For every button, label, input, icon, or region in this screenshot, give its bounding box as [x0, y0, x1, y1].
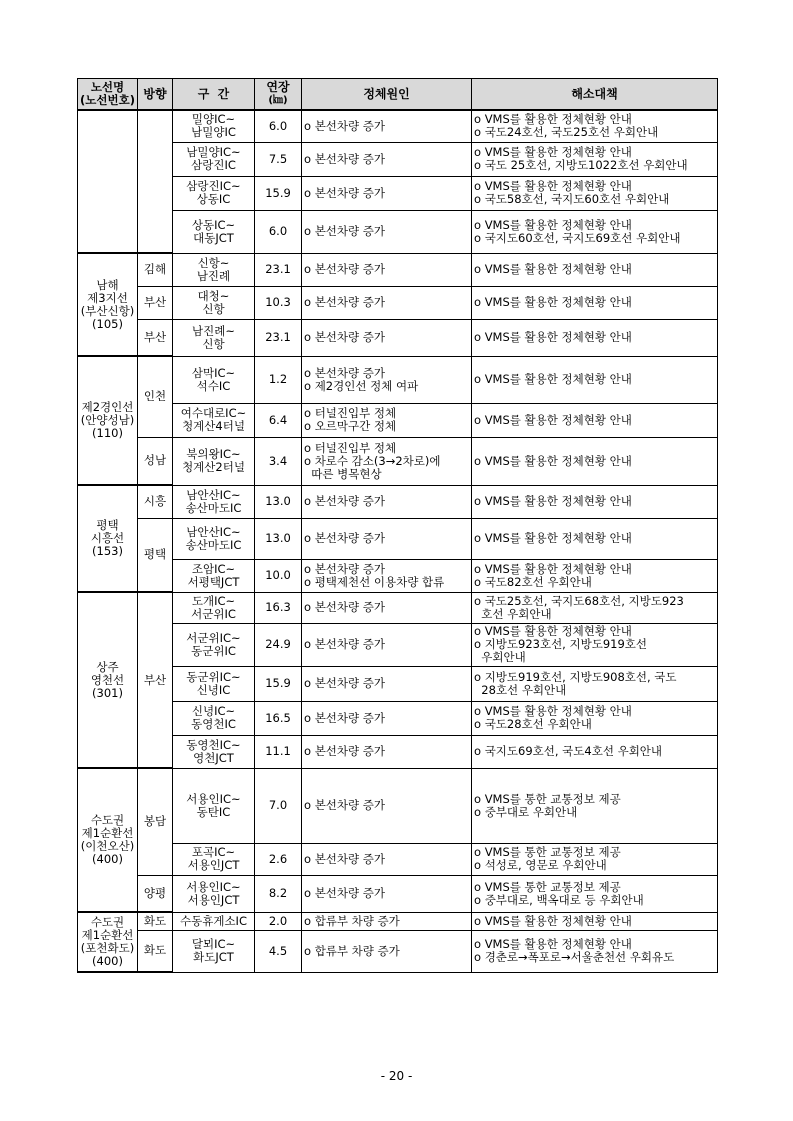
cause-cell: [302, 735, 472, 768]
cell-line: (153): [92, 544, 123, 558]
length-cell: 13.0: [255, 485, 302, 518]
cell-line: 수도권: [90, 915, 125, 929]
cause-cell: [302, 356, 472, 403]
cell-line: o 중부대로 우회안내: [474, 804, 578, 819]
cell-line: o 평택제천선 이용차량 합류: [304, 574, 445, 589]
cell-line: 서용인JCT: [187, 892, 240, 907]
cell-line: (400): [92, 852, 123, 866]
cell-line: 송산마도IC: [185, 537, 242, 552]
table-row: [78, 623, 718, 666]
measure-cell: [472, 286, 718, 319]
measure-cell: [472, 592, 718, 623]
table-row: [78, 875, 718, 912]
measure-cell: [472, 437, 718, 485]
cell-line: 영천선: [90, 672, 125, 687]
cell-line: 서군위IC: [191, 606, 236, 621]
cell-line: o 본선차량 증가: [304, 262, 386, 276]
table-row: [78, 666, 718, 701]
length-cell: 23.1: [255, 319, 302, 356]
section-cell: [173, 437, 255, 485]
cell-line: 남밀양IC~: [186, 145, 241, 159]
cell-line: o 국도25호선, 국지도68호선, 지방도923: [474, 593, 684, 608]
section-cell: [173, 485, 255, 518]
cell-line: 상동IC~: [191, 217, 236, 232]
section-cell: [173, 253, 255, 286]
section-cell: [173, 592, 255, 623]
measure-cell: [472, 843, 718, 875]
measure-cell: [472, 485, 718, 518]
cell-line: 남해: [96, 277, 119, 292]
cause-cell: [302, 701, 472, 735]
route-name-cell: [78, 253, 138, 356]
cell-line: o 본선차량 증가: [304, 365, 386, 380]
section-cell: [173, 735, 255, 768]
cell-line: o 본선차량 증가: [304, 151, 386, 166]
cell-line: 포곡IC~: [191, 845, 236, 859]
table-row: [78, 592, 718, 623]
cell-line: o VMS를 활용한 정체현황 안내: [474, 145, 632, 159]
section-cell: [173, 768, 255, 843]
cell-line: 밀양IC~: [191, 112, 236, 127]
cell-line: o VMS를 활용한 정체현황 안내: [474, 561, 632, 576]
measure-cell: [472, 875, 718, 912]
cell-line: o VMS를 활용한 정체현황 안내: [474, 913, 632, 928]
measure-cell: [472, 623, 718, 666]
cell-line: o VMS를 활용한 정체현황 안내: [474, 295, 632, 309]
cell-line: o 본선차량 증가: [304, 744, 386, 758]
cell-line: (안양성남): [80, 413, 135, 427]
direction-cell: 평택: [138, 518, 173, 592]
table-row: [78, 518, 718, 559]
cell-line: 남밀양IC: [191, 125, 236, 140]
route-name-cell: [78, 912, 138, 972]
cell-line: o VMS를 활용한 정체현황 안내: [474, 179, 632, 193]
measure-cell: [472, 912, 718, 930]
cell-line: o 터널진입부 정체: [304, 440, 397, 455]
length-cell: 3.4: [255, 437, 302, 485]
section-cell: [173, 210, 255, 253]
cause-cell: [302, 142, 472, 176]
cell-line: o 본선차량 증가: [304, 798, 386, 812]
cell-line: o 본선차량 증가: [304, 561, 386, 576]
cause-cell: [302, 592, 472, 623]
table-header: [78, 79, 718, 111]
cell-line: o VMS를 통한 교통정보 제공: [474, 845, 621, 859]
cell-line: o 국도 25호선, 지방도1022호선 우회안내: [474, 158, 688, 172]
table-row: [78, 176, 718, 210]
length-cell: 23.1: [255, 253, 302, 286]
measure-cell: [472, 253, 718, 286]
cause-cell: [302, 110, 472, 142]
cell-line: o 석성로, 영문로 우회안내: [474, 858, 607, 872]
cell-line: o 본선차량 증가: [304, 676, 386, 690]
direction-cell: 성남: [138, 437, 173, 485]
cell-line: 동영천IC~: [186, 737, 241, 752]
header-length: [255, 79, 302, 111]
table-row: [78, 253, 718, 286]
length-cell: 15.9: [255, 666, 302, 701]
measure-cell: [472, 210, 718, 253]
table-row: [78, 110, 718, 142]
section-cell: [173, 142, 255, 176]
cause-cell: [302, 286, 472, 319]
cell-line: o VMS를 활용한 정체현황 안내: [474, 937, 632, 951]
cell-line: 신녕IC~: [191, 704, 236, 718]
page-number: - 20 -: [380, 1069, 413, 1083]
section-cell: [173, 403, 255, 437]
table-row: [78, 286, 718, 319]
measure-cell: [472, 176, 718, 210]
cell-line: 서용인JCT: [187, 858, 240, 872]
cell-line: o 본선차량 증가: [304, 330, 386, 344]
direction-cell: 양평: [138, 875, 173, 912]
route-name-cell: [78, 356, 138, 485]
cell-line: 따른 병목현상: [304, 466, 382, 481]
length-cell: 15.9: [255, 176, 302, 210]
cell-line: 제1순환선: [81, 928, 134, 942]
length-cell: 6.0: [255, 210, 302, 253]
cell-line: (부산신항): [80, 303, 135, 318]
cell-line: 서용인IC~: [186, 879, 241, 894]
header-cause: 정체원인: [302, 79, 472, 111]
table-row: [78, 768, 718, 843]
table-row: [78, 403, 718, 437]
cause-cell: [302, 768, 472, 843]
direction-cell: 부산: [138, 319, 173, 356]
length-cell: 6.0: [255, 110, 302, 142]
cell-line: o VMS를 활용한 정체현황 안내: [474, 704, 632, 718]
section-cell: [173, 912, 255, 930]
cell-line: o 오르막구간 정체: [304, 419, 397, 433]
section-cell: [173, 110, 255, 142]
cell-line: 조암IC~: [191, 561, 236, 576]
section-cell: [173, 559, 255, 592]
cell-line: 달뫼IC~: [191, 937, 236, 951]
cell-line: 수동휴게소IC: [180, 913, 247, 928]
section-cell: [173, 666, 255, 701]
cell-line: o 중부대로, 백옥대로 등 우회안내: [474, 892, 644, 907]
cell-line: 제1순환선: [81, 826, 134, 840]
cell-line: 상동IC: [196, 192, 231, 206]
cell-line: 남안산IC~: [186, 524, 241, 539]
cause-cell: [302, 485, 472, 518]
cell-line: 삼랑진IC~: [186, 179, 241, 193]
section-cell: [173, 843, 255, 875]
cell-line: 동군위IC~: [186, 669, 241, 684]
cell-line: o 본선차량 증가: [304, 531, 386, 545]
cell-line: (105): [92, 316, 123, 331]
cell-line: 남진례~: [192, 323, 235, 338]
route-name-cell: [78, 485, 138, 592]
section-cell: [173, 875, 255, 912]
cell-line: 신녕IC: [196, 682, 231, 697]
direction-cell: 시흥: [138, 485, 173, 518]
table-row: [78, 319, 718, 356]
cell-line: 신항: [202, 301, 225, 316]
cell-line: 남진례: [196, 268, 231, 283]
cell-line: 28호선 우회안내: [474, 682, 567, 697]
cell-line: o VMS를 활용한 정체현황 안내: [474, 112, 632, 127]
cause-cell: [302, 559, 472, 592]
cell-line: 호선 우회안내: [474, 606, 552, 621]
cell-line: o 제2경인선 정체 여파: [304, 378, 419, 393]
route-name-cell: [78, 110, 138, 253]
cell-line: o VMS를 통한 교통정보 제공: [474, 879, 621, 894]
cell-line: 송산마도IC: [185, 500, 242, 515]
section-cell: [173, 319, 255, 356]
table-row: [78, 930, 718, 972]
measure-cell: [472, 559, 718, 592]
cause-cell: [302, 912, 472, 930]
header-route-name: 노선명: [90, 80, 125, 94]
length-cell: 4.5: [255, 930, 302, 972]
direction-cell: [138, 110, 173, 253]
cell-line: 대청~: [197, 288, 230, 303]
cell-line: o VMS를 활용한 정체현황 안내: [474, 330, 632, 344]
cell-line: o 본선차량 증가: [304, 185, 386, 200]
measure-cell: [472, 768, 718, 843]
cell-line: 삼랑진IC: [191, 158, 236, 172]
cell-line: o 합류부 차량 증가: [304, 913, 400, 928]
cause-cell: [302, 623, 472, 666]
cell-line: 석수IC: [196, 378, 231, 393]
direction-cell: 부산: [138, 286, 173, 319]
cause-cell: [302, 319, 472, 356]
cause-cell: [302, 437, 472, 485]
direction-cell: 화도: [138, 930, 173, 972]
table-row: [78, 559, 718, 592]
cause-cell: [302, 403, 472, 437]
cell-line: o 본선차량 증가: [304, 494, 386, 508]
cell-line: (이천오산): [80, 839, 135, 853]
cell-line: 상주: [96, 659, 119, 674]
cell-line: o 합류부 차량 증가: [304, 943, 400, 958]
cell-line: o 국도58호선, 국지도60호선 우회안내: [474, 192, 670, 206]
section-cell: [173, 518, 255, 559]
cell-line: 서군위IC~: [186, 630, 241, 645]
section-cell: [173, 356, 255, 403]
length-cell: 16.3: [255, 592, 302, 623]
measure-cell: [472, 142, 718, 176]
cell-line: 신항: [202, 336, 225, 351]
header-length-unit: (㎞): [268, 95, 288, 106]
cell-line: o 터널진입부 정체: [304, 406, 397, 420]
length-cell: 11.1: [255, 735, 302, 768]
cell-line: 북의왕IC~: [186, 447, 241, 461]
measure-cell: [472, 110, 718, 142]
section-cell: [173, 176, 255, 210]
cause-cell: [302, 176, 472, 210]
header-length-label: 연장: [266, 80, 290, 94]
cell-line: (110): [92, 426, 123, 440]
section-cell: [173, 623, 255, 666]
cell-line: 남안산IC~: [186, 487, 241, 502]
cell-line: 서용인IC~: [186, 791, 241, 806]
length-cell: 6.4: [255, 403, 302, 437]
cell-line: 동군위IC: [191, 643, 236, 658]
cause-cell: [302, 210, 472, 253]
measure-cell: [472, 701, 718, 735]
cell-line: 도개IC~: [191, 593, 236, 608]
cell-line: o 국도24호선, 국도25호선 우회안내: [474, 125, 659, 140]
table-row: [78, 912, 718, 930]
direction-cell: 김해: [138, 253, 173, 286]
measure-cell: [472, 735, 718, 768]
cell-line: o 국지도60호선, 국지도69호선 우회안내: [474, 230, 681, 245]
length-cell: 13.0: [255, 518, 302, 559]
cell-line: 영천JCT: [193, 750, 234, 765]
measure-cell: [472, 930, 718, 972]
measure-cell: [472, 319, 718, 356]
measure-cell: [472, 403, 718, 437]
cause-cell: [302, 253, 472, 286]
direction-cell: 인천: [138, 356, 173, 437]
cell-line: o 본선차량 증가: [304, 295, 386, 309]
cell-line: o VMS를 활용한 정체현황 안내: [474, 453, 632, 468]
table-row: [78, 437, 718, 485]
cell-line: 제2경인선: [81, 400, 134, 414]
table-row: [78, 210, 718, 253]
cell-line: o 본선차량 증가: [304, 710, 386, 725]
table-row: [78, 735, 718, 768]
cell-line: o 본선차량 증가: [304, 637, 386, 651]
cell-line: o 본선차량 증가: [304, 118, 386, 133]
cell-line: 청계산4터널: [182, 419, 245, 433]
direction-cell: 화도: [138, 912, 173, 930]
cell-line: 동탄IC: [196, 804, 231, 819]
cause-cell: [302, 518, 472, 559]
length-cell: 16.5: [255, 701, 302, 735]
direction-cell: 봉담: [138, 768, 173, 875]
cell-line: o 본선차량 증가: [304, 224, 386, 238]
cell-line: o 지방도923호선, 지방도919호선: [474, 637, 647, 651]
cell-line: o 본선차량 증가: [304, 851, 386, 866]
cell-line: o VMS를 통한 교통정보 제공: [474, 791, 621, 806]
cell-line: o 지방도919호선, 지방도908호선, 국도: [474, 669, 677, 684]
cell-line: 수도권: [90, 813, 125, 827]
length-cell: 7.5: [255, 142, 302, 176]
route-name-cell: [78, 768, 138, 912]
measure-cell: [472, 518, 718, 559]
route-name-cell: [78, 592, 138, 768]
table-row: [78, 356, 718, 403]
measure-cell: [472, 356, 718, 403]
length-cell: 8.2: [255, 875, 302, 912]
cell-line: o 본선차량 증가: [304, 886, 386, 900]
cell-line: o 국지도69호선, 국도4호선 우회안내: [474, 744, 663, 758]
cell-line: o VMS를 활용한 정체현황 안내: [474, 372, 632, 386]
header-measure: 해소대책: [472, 79, 718, 111]
cell-line: o 본선차량 증가: [304, 600, 386, 614]
cell-line: 우회안내: [474, 650, 526, 664]
cell-line: 여수대로IC~: [180, 406, 247, 420]
cell-line: (포천화도): [80, 941, 135, 955]
header-direction: 방향: [138, 79, 173, 111]
cell-line: (301): [92, 685, 123, 700]
direction-cell: 부산: [138, 592, 173, 768]
cell-line: o VMS를 활용한 정체현황 안내: [474, 531, 632, 545]
congestion-table: [77, 78, 718, 973]
cell-line: 청계산2터널: [182, 460, 245, 474]
table-body: [78, 110, 718, 972]
cause-cell: [302, 930, 472, 972]
table-row: [78, 843, 718, 875]
header-section-label: 구 간: [197, 86, 230, 101]
cell-line: o 국도82호선 우회안내: [474, 574, 592, 589]
length-cell: 2.0: [255, 912, 302, 930]
cell-line: 대동JCT: [193, 230, 234, 245]
cell-line: o 경춘로→폭포로→서울춘천선 우회유도: [474, 950, 675, 964]
cell-line: (400): [92, 954, 123, 968]
cause-cell: [302, 666, 472, 701]
length-cell: 10.3: [255, 286, 302, 319]
cell-line: o VMS를 활용한 정체현황 안내: [474, 262, 632, 276]
length-cell: 2.6: [255, 843, 302, 875]
cell-line: 서평택JCT: [187, 574, 240, 589]
length-cell: 7.0: [255, 768, 302, 843]
cell-line: o 국도28호선 우회안내: [474, 717, 592, 731]
cell-line: 신항~: [197, 255, 230, 270]
cell-line: o 차로수 감소(3→2차로)에: [304, 453, 441, 468]
header-route: [78, 79, 138, 111]
length-cell: 1.2: [255, 356, 302, 403]
section-cell: [173, 286, 255, 319]
cell-line: o VMS를 활용한 정체현황 안내: [474, 624, 632, 638]
measure-cell: [472, 666, 718, 701]
cell-line: o VMS를 활용한 정체현황 안내: [474, 217, 632, 232]
header-section: [173, 79, 255, 111]
cause-cell: [302, 843, 472, 875]
table-row: [78, 485, 718, 518]
cell-line: 평택: [96, 518, 119, 532]
cell-line: 동영천IC: [191, 717, 236, 731]
cell-line: o VMS를 활용한 정체현황 안내: [474, 412, 632, 427]
cell-line: 제3지선: [87, 290, 128, 305]
cell-line: o VMS를 활용한 정체현황 안내: [474, 494, 632, 508]
header-route-number: (노선번호): [80, 93, 135, 107]
cell-line: 시흥선: [90, 531, 125, 545]
cell-line: 삼막IC~: [191, 365, 236, 380]
table-row: [78, 701, 718, 735]
table-row: [78, 142, 718, 176]
cell-line: 화도JCT: [193, 950, 234, 964]
cause-cell: [302, 875, 472, 912]
section-cell: [173, 930, 255, 972]
section-cell: [173, 701, 255, 735]
length-cell: 24.9: [255, 623, 302, 666]
length-cell: 10.0: [255, 559, 302, 592]
